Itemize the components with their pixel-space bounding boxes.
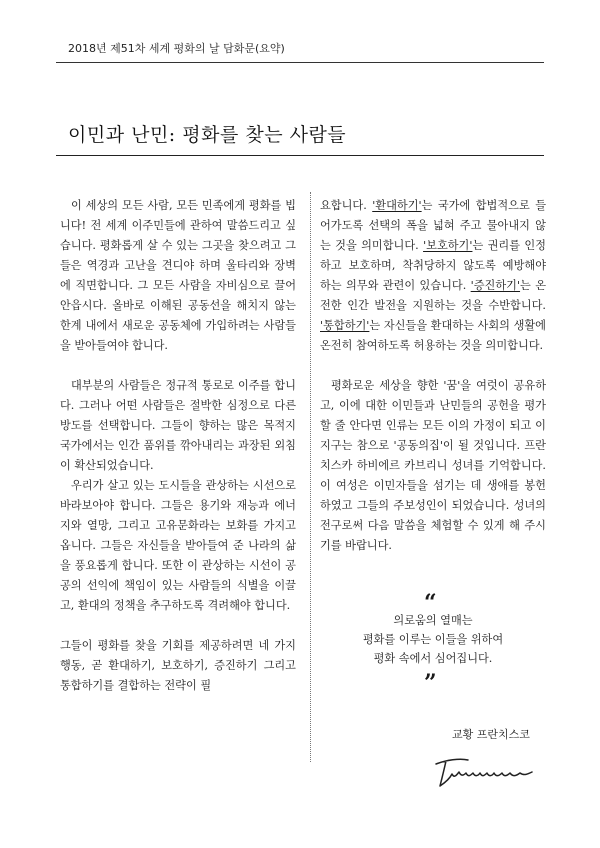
text-span: 는 권리를 인정하고 보호하며, 착취당하지 않도록 예방해야 하는 의무와 관련이 있습니다.	[320, 239, 546, 292]
term-promote: '증진하기'	[470, 279, 521, 292]
page-title: 이민과 난민: 평화를 찾는 사람들	[68, 124, 347, 146]
paragraph: 이 세상의 모든 사람, 모든 민족에게 평화를 빕니다! 전 세계 이주민들에 관하여 말씀드리고 싶습니다. 평화롭게 살 수 있는 그곳을 찾으려고 그들은 역경과 고난을 견디야 하며 울타리와 장벽에 직면합니다. 그 모든 사람을 자비심으로 끌어안읍시다. 올바로 이해된 공동선을 해치지 않는 한계 내에서 새로운 공동체에 가입하려는 사람들을 받아들여야 합니다.	[60, 199, 296, 352]
paragraph: 우리가 살고 있는 도시들을 관상하는 시선으로 바라보아야 합니다. 그들은 용기와 재능과 에너지와 열망, 그리고 고유문화라는 보화를 가지고 옵니다. 그들은 자신들을 받아들여 준 나라의 삶을 풍요롭게 합니다. 또한 이 관상하는 시선이 공공의 선익에 책임이 있는 사람들의 식별을 이끌고, 환대의 정책을 추구하도록 격려해야 합니다.	[60, 479, 296, 612]
term-integrate: '통합하기'	[320, 319, 370, 332]
quote-line: 의로움의 열매는	[393, 614, 473, 627]
signature-image	[432, 752, 542, 792]
term-welcome: '환대하기'	[372, 199, 422, 212]
title-divider	[56, 155, 544, 156]
paragraph	[320, 196, 546, 356]
left-column	[60, 196, 296, 696]
paragraph: 평화로운 세상을 향한 '꿈'을 여럿이 공유하고, 이에 대한 이민들과 난민들의 공헌을 평가할 줄 안다면 인류는 모든 이의 가정이 되고 이 지구는 참으로 '공동의집'이 될 것입니다. 프란치스카 하비에르 카브리니 성녀를 기억합니다. 이 여성은 이민자들을 섬기는 데 생애를 봉헌하였고 그들의 주보성인이 되었습니다. 성녀의 전구로써 다음 말씀을 체험할 수 있게 해 주시기를 바랍니다.	[320, 379, 546, 552]
document-header: 2018년 제51차 세계 평화의 날 담화문(요약)	[68, 42, 285, 55]
scripture-quote	[320, 611, 546, 668]
open-quote-mark: “	[424, 590, 437, 616]
quote-line: 평화를 이루는 이들을 위하여	[362, 633, 504, 646]
right-column	[320, 196, 546, 556]
close-quote-mark: ”	[424, 670, 437, 696]
text-span: 는 온전한 인간 발전을 지원하는 것을 수반합니다.	[320, 279, 547, 312]
text-span: 는 국가에 합법적으로 들어가도록 선택의 폭을 넓혀 주고 물아내지 않는 것을 의미합니다.	[320, 199, 547, 252]
term-protect: '보호하기'	[423, 239, 473, 252]
header-divider	[56, 62, 544, 63]
paragraph: 대부분의 사람들은 정규적 통로로 이주를 합니다. 그러나 어떤 사람들은 절박한 심정으로 다른 방도를 선택합니다. 그들이 향하는 많은 목적지 국가에서는 인간 품위를 깎아내리는 과장된 외침이 확산되었습니다.	[60, 379, 296, 472]
column-divider	[310, 192, 311, 762]
text-span: 요합니다.	[320, 199, 373, 212]
paragraph: 그들이 평화를 찾을 기회를 제공하려면 네 가지 행동, 곧 환대하기, 보호하기, 증진하기 그리고 통합하기를 결합하는 전략이 필	[60, 639, 296, 692]
quote-line: 평화 속에서 심어집니다.	[373, 652, 493, 665]
author-name: 교황 프란치스코	[452, 728, 530, 741]
text-span: 는 자신들을 환대하는 사회의 생활에 온전히 참여하도록 허용하는 것을 의미합니다.	[320, 319, 546, 352]
